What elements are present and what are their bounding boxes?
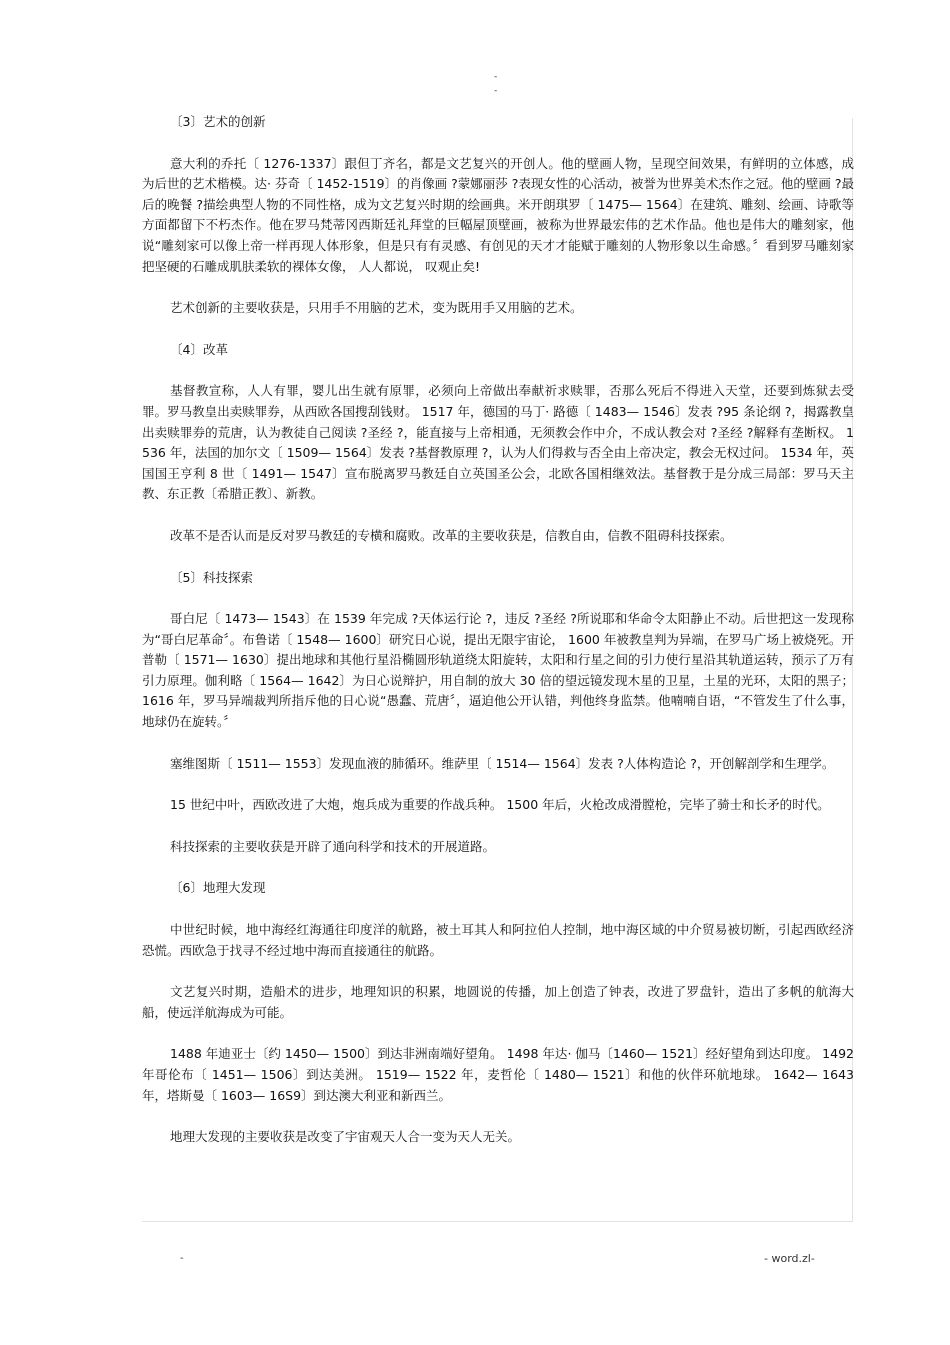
document-body	[142, 112, 854, 1148]
paragraph: 1488 年迪亚士〔约 1450— 1500〕到达非洲南端好望角。 1498 年达· 伽马〔1460— 1521〕经好望角到达印度。 1492 年哥伦布〔 1451— 1506〕到达美洲。 1519— 1522 年，麦哲伦〔 1480— 1521〕和他的伙伴环航地球。 1642— 1643 年，塔斯曼〔 1603— 16S9〕到达澳大利亚和新西兰。	[142, 1046, 854, 1103]
footer-source: - word.zl-	[764, 1252, 815, 1265]
section-heading-geographic-discovery: 〔6〕地理大发现	[170, 880, 266, 896]
paragraph: 基督教宣称，人人有罪，婴儿出生就有原罪，必须向上帝做出奉献祈求赎罪，否那么死后不得进入天堂，还要到炼狱去受罪。罗马教皇出卖赎罪券，从西欧各国搜刮钱财。 1517 年，德国的马丁· 路德〔 1483— 1546〕发表 ?95 条论纲 ?，揭露教皇出卖赎罪券的荒唐，认为教徒自己阅读 ?圣经 ?，能直接与上帝相通，无须教会作中介，不成认教会对 ?圣经 ?解释有垄断权。 1536 年，法国的加尔文〔 1509— 1564〕发表 ?基督教原理 ?，认为人们得救与否全由上帝决定，教会无权过问。 1534 年，英国国王亨利 8 世〔 1491— 1547〕宣布脱离罗马教廷自立英国圣公会，北欧各国相继效法。基督教于是分成三局部：罗马天主教、东正教〔希腊正教〕、新教。	[142, 383, 854, 502]
paragraph: 改革不是否认而是反对罗马教廷的专横和腐败。改革的主要收获是，信教自由，信教不阻碍科技探索。	[170, 527, 733, 543]
header-mark: -	[494, 72, 498, 82]
paragraph: 地理大发现的主要收获是改变了宇宙观天人合一变为天人无关。	[170, 1129, 521, 1145]
paragraph: 15 世纪中叶，西欧改进了大炮，炮兵成为重要的作战兵种。 1500 年后，火枪改成滑膛枪，完毕了骑士和长矛的时代。	[170, 797, 830, 813]
paragraph: 艺术创新的主要收获是，只用手不用脑的艺术，变为既用手又用脑的艺术。	[170, 300, 583, 316]
header-mark: -	[494, 86, 498, 96]
section-heading-reformation: 〔4〕改革	[170, 341, 228, 357]
page-frame-bottom-border	[142, 1221, 853, 1222]
paragraph: 科技探索的主要收获是开辟了通向科学和技术的开展道路。	[170, 838, 496, 854]
section-heading-science: 〔5〕科技探索	[170, 569, 253, 585]
paragraph: 文艺复兴时期，造船术的进步，地理知识的积累，地圆说的传播，加上创造了钟表，改进了罗盘针，造出了多帆的航海大船，使远洋航海成为可能。	[142, 984, 854, 1020]
paragraph: 塞维图斯〔 1511— 1553〕发现血液的肺循环。维萨里〔 1514— 1564〕发表 ?人体构造论 ?，开创解剖学和生理学。	[170, 755, 835, 771]
paragraph: 哥白尼〔 1473— 1543〕在 1539 年完成 ?天体运行论 ?，违反 ?圣经 ?所说耶和华命令太阳静止不动。后世把这一发现称为“哥白尼革命〞。布鲁诺〔 1548— 1600〕研究日心说，提出无限宇宙论， 1600 年被教皇判为异端，在罗马广场上被烧死。开普勒〔 1571— 1630〕提出地球和其他行星沿椭圆形轨道绕太阳旋转，太阳和行星之间的引力使行星沿其轨道运转，预示了万有引力原理。伽利略〔 1564— 1642〕为日心说辩护，用自制的放大 30 倍的望远镜发现木星的卫星，土星的光环，太阳的黑子； 1616 年，罗马异端裁判所指斥他的日心说“愚蠢、荒唐〞，逼迫他公开认错，判他终身监禁。他喃喃自语，“不管发生了什么事，地球仍在旋转。〞	[142, 611, 854, 730]
paragraph: 意大利的乔托〔 1276-1337〕跟但丁齐名，都是文艺复兴的开创人。他的壁画人物，呈现空间效果，有鲜明的立体感，成为后世的艺术楷模。达· 芬奇〔 1452-1519〕的肖像画 ?蒙娜丽莎 ?表现女性的心活动，被誉为世界美术杰作之冠。他的壁画 ?最后的晚餐 ?描绘典型人物的不同性格，成为文艺复兴时期的绘画典。米开朗琪罗〔 1475— 1564〕在建筑、雕刻、绘画、诗歌等方面都留下不朽杰作。他在罗马梵蒂冈西斯廷礼拜堂的巨幅屋顶壁画，被称为世界最宏伟的艺术作品。他也是伟大的雕刻家，他说“雕刻家可以像上帝一样再现人体形象，但是只有有灵感、有创见的天才才能赋于雕刻的人物形象以生命感。〞看到罗马雕刻家把坚硬的石雕成肌肤柔软的裸体女像， 人人都说， 叹观止矣!	[142, 155, 854, 274]
paragraph: 中世纪时候，地中海经红海通往印度洋的航路，被土耳其人和阿拉伯人控制，地中海区域的中介贸易被切断，引起西欧经济恐慌。西欧急于找寻不经过地中海而直接通往的航路。	[142, 922, 854, 958]
footer-mark: -	[180, 1253, 184, 1264]
section-heading-art-innovation: 〔3〕艺术的创新	[170, 114, 266, 129]
